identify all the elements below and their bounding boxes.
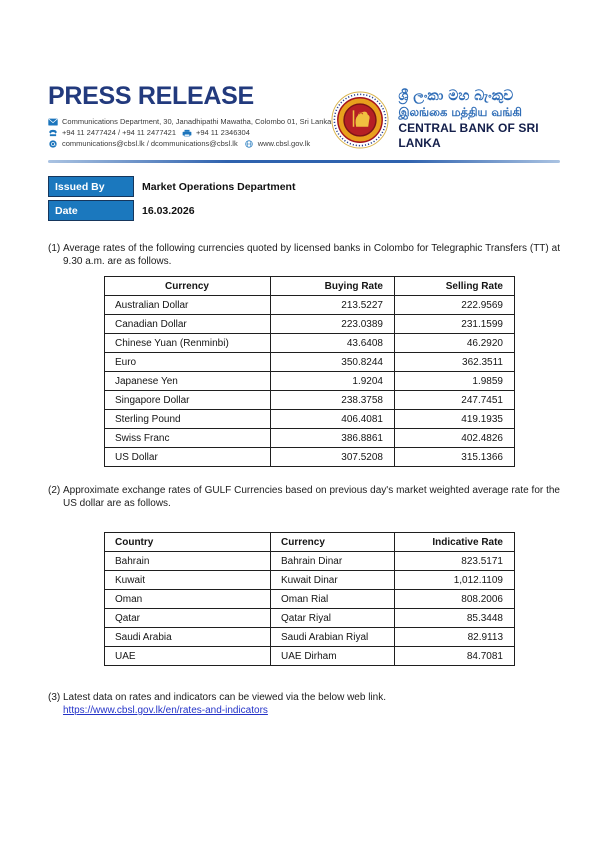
issue-meta-block — [48, 176, 560, 221]
issued-by-value: Market Operations Department — [142, 181, 296, 193]
table-cell: 1,012.1109 — [395, 571, 515, 590]
table-cell: Bahrain Dinar — [271, 552, 395, 571]
table-cell: US Dollar — [105, 448, 271, 467]
table-cell: 247.7451 — [395, 391, 515, 410]
globe-icon — [244, 140, 254, 148]
contact-phones: +94 11 2477424 / +94 11 2477421 — [62, 128, 176, 137]
table-row — [105, 628, 515, 647]
section-3-number: (3) — [48, 692, 61, 703]
table-row — [105, 609, 515, 628]
table-cell: Chinese Yuan (Renminbi) — [105, 334, 271, 353]
table-cell: Euro — [105, 353, 271, 372]
table-cell: 213.5227 — [271, 296, 395, 315]
table-cell: Kuwait Dinar — [271, 571, 395, 590]
table-cell: Qatar Riyal — [271, 609, 395, 628]
table-row — [105, 448, 515, 467]
fax-icon — [182, 129, 192, 137]
table-row — [105, 647, 515, 666]
table-cell: Oman Rial — [271, 590, 395, 609]
date-label: Date — [48, 200, 134, 221]
at-icon — [48, 140, 58, 148]
table-header-row — [105, 533, 515, 552]
column-header: Selling Rate — [395, 277, 515, 296]
header-divider — [48, 160, 560, 163]
section-1-paragraph — [48, 242, 560, 268]
table-cell: 84.7081 — [395, 647, 515, 666]
table-cell: Sterling Pound — [105, 410, 271, 429]
issued-by-row — [48, 176, 560, 197]
contact-address-line — [48, 116, 331, 127]
table-cell: UAE Dirham — [271, 647, 395, 666]
table-cell: 238.3758 — [271, 391, 395, 410]
phone-icon — [48, 129, 58, 137]
table-cell: 82.9113 — [395, 628, 515, 647]
table-cell: 402.4826 — [395, 429, 515, 448]
contact-address: Communications Department, 30, Janadhipathi Mawatha, Colombo 01, Sri Lanka — [62, 117, 332, 126]
table-cell: 43.6408 — [271, 334, 395, 353]
table-cell: 362.3511 — [395, 353, 515, 372]
table-cell: 85.3448 — [395, 609, 515, 628]
bank-name-sinhala: ශ්‍රී ලංකා මහ බැංකුව — [398, 88, 514, 104]
section-3-paragraph — [48, 691, 560, 717]
table-cell: 315.1366 — [395, 448, 515, 467]
column-header: Currency — [271, 533, 395, 552]
table-row — [105, 334, 515, 353]
tt-rates-table — [104, 276, 515, 467]
table-row — [105, 590, 515, 609]
table-row — [105, 429, 515, 448]
envelope-icon — [48, 118, 58, 126]
column-header: Buying Rate — [271, 277, 395, 296]
table-row — [105, 410, 515, 429]
bank-name-english: CENTRAL BANK OF SRI LANKA — [398, 121, 539, 150]
table-row — [105, 353, 515, 372]
section-2-text: Approximate exchange rates of GULF Currencies based on previous day's market weighted average rate for the US dollar are as follows. — [63, 485, 560, 509]
table-cell: Oman — [105, 590, 271, 609]
page-title: PRESS RELEASE — [48, 82, 254, 110]
contact-fax: +94 11 2346304 — [196, 128, 250, 137]
table-row — [105, 315, 515, 334]
contact-emails: communications@cbsl.lk / dcommunications@cbsl.lk — [62, 139, 238, 148]
table-row — [105, 372, 515, 391]
table-cell: UAE — [105, 647, 271, 666]
contact-block — [48, 116, 331, 149]
table-cell: Bahrain — [105, 552, 271, 571]
bank-name-tamil: இலங்கை மத்திய வங்கி — [398, 105, 522, 119]
table-cell: Australian Dollar — [105, 296, 271, 315]
section-1-text: Average rates of the following currencies quoted by licensed banks in Colombo for Telegraphic Transfers (TT) at 9.30 a.m. are as follows. — [63, 243, 560, 267]
central-bank-logo-icon — [331, 91, 389, 149]
table-cell: 419.1935 — [395, 410, 515, 429]
table-cell: Kuwait — [105, 571, 271, 590]
column-header: Currency — [105, 277, 271, 296]
table-header-row — [105, 277, 515, 296]
table-cell: 307.5208 — [271, 448, 395, 467]
table-cell: 823.5171 — [395, 552, 515, 571]
table-cell: Qatar — [105, 609, 271, 628]
table-cell: 231.1599 — [395, 315, 515, 334]
table-row — [105, 571, 515, 590]
date-value: 16.03.2026 — [142, 205, 195, 217]
column-header: Indicative Rate — [395, 533, 515, 552]
table-cell: Canadian Dollar — [105, 315, 271, 334]
gulf-rates-table — [104, 532, 515, 666]
section-2-paragraph — [48, 484, 560, 510]
table-row — [105, 296, 515, 315]
table-cell: Singapore Dollar — [105, 391, 271, 410]
section-3-text-wrap — [63, 691, 560, 717]
table-cell: 1.9204 — [271, 372, 395, 391]
header-left — [48, 83, 331, 149]
table-cell: Japanese Yen — [105, 372, 271, 391]
table-cell: 406.4081 — [271, 410, 395, 429]
table-cell: 223.0389 — [271, 315, 395, 334]
table-cell: 46.2920 — [395, 334, 515, 353]
table-cell: 386.8861 — [271, 429, 395, 448]
table-cell: 808.2006 — [395, 590, 515, 609]
column-header: Country — [105, 533, 271, 552]
section-1-number: (1) — [48, 243, 61, 254]
table-row — [105, 552, 515, 571]
table-cell: 222.9569 — [395, 296, 515, 315]
table-row — [105, 391, 515, 410]
contact-email-line — [48, 138, 331, 149]
table-cell: Saudi Arabia — [105, 628, 271, 647]
bank-name-block — [398, 88, 560, 151]
issued-by-label: Issued By — [48, 176, 134, 197]
table-cell: 350.8244 — [271, 353, 395, 372]
table-cell: Swiss Franc — [105, 429, 271, 448]
table-cell: 1.9859 — [395, 372, 515, 391]
table-cell: Saudi Arabian Riyal — [271, 628, 395, 647]
rates-indicators-link[interactable]: https://www.cbsl.gov.lk/en/rates-and-indicators — [63, 705, 268, 716]
header-right — [331, 88, 560, 151]
document-header — [48, 83, 560, 151]
date-row — [48, 200, 560, 221]
contact-website: www.cbsl.gov.lk — [257, 139, 311, 148]
section-3-text: Latest data on rates and indicators can be viewed via the below web link. — [63, 692, 386, 703]
section-2-number: (2) — [48, 485, 61, 496]
contact-phone-line — [48, 127, 331, 138]
